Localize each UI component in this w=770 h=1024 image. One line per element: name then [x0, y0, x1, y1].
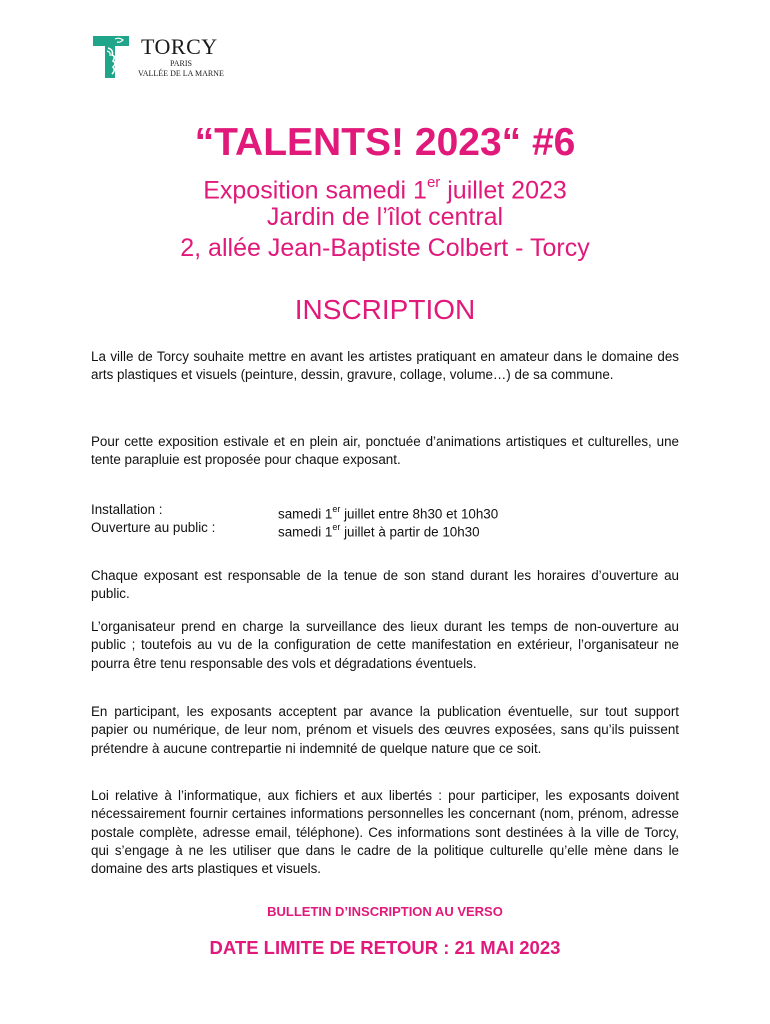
schedule-value-text: samedi 1	[278, 524, 333, 540]
schedule-value-text-end: juillet à partir de 10h30	[340, 524, 480, 540]
paragraph-intro: La ville de Torcy souhaite mettre en avant les artistes pratiquant en amateur dans le domaine des arts plastiques et visuels (peinture, dessin, gravure, collage, volume…) de sa commune.	[91, 349, 679, 383]
schedule-value-sup: er	[332, 504, 341, 514]
logo-subline-paris: PARIS	[170, 59, 192, 68]
page-title: “TALENTS! 2023“ #6	[194, 121, 576, 164]
logo-wordmark: TORCY	[141, 34, 218, 59]
logo-subline-vallee: VALLÉE DE LA MARNE	[138, 69, 224, 78]
schedule-label: Ouverture au public :	[91, 520, 216, 535]
exhibition-address: 2, allée Jean-Baptiste Colbert - Torcy	[180, 234, 590, 262]
section-heading: INSCRIPTION	[294, 294, 476, 325]
exhibition-date-text: Exposition samedi 1	[203, 176, 427, 205]
exhibition-date	[0, 170, 770, 205]
paragraph-publication: En participant, les exposants acceptent par avance la publication éventuelle, sur tout support papier ou numérique, de leur nom, prénom et visuels des œuvres exposées, sans qu’ils puissent prétendre à aucune contrepartie ni indemnité de quelque nature que ce soit.	[91, 704, 679, 756]
paragraph-tent: Pour cette exposition estivale et en plein air, ponctuée d’animations artistiques et culturelles, une tente parapluie est proposée pour chaque exposant.	[91, 434, 679, 468]
bulletin-note: BULLETIN D’INSCRIPTION AU VERSO	[267, 904, 503, 919]
schedule-value-sup: er	[332, 522, 341, 532]
torcy-logo	[93, 36, 263, 82]
schedule-value-text: samedi 1	[278, 506, 333, 522]
exhibition-date-sup: er	[426, 174, 441, 191]
paragraph-surveillance: L’organisateur prend en charge la surveillance des lieux durant les temps de non-ouverture au public ; toutefois au vu de la configuration de cette manifestation en extérieur, l’organisateur ne pourra être tenu responsable des vols et dégradations éventuels.	[91, 619, 679, 671]
torcy-emblem-icon	[93, 36, 129, 78]
schedule-label: Installation :	[91, 502, 163, 517]
schedule-value-text-end: juillet entre 8h30 et 10h30	[340, 506, 499, 522]
return-deadline: DATE LIMITE DE RETOUR : 21 MAI 2023	[209, 937, 561, 958]
paragraph-responsibility: Chaque exposant est responsable de la tenue de son stand durant les horaires d’ouverture au public.	[91, 568, 679, 602]
paragraph-data-privacy: Loi relative à l’informatique, aux fichiers et aux libertés : pour participer, les exposants doivent nécessairement fournir certaines informations personnelles les concernant (nom, prénom, adresse postale complète, adresse email, téléphone). Ces informations sont destinées à la ville de Torcy, qui s’engage à ne les utiliser que dans le cadre de la politique culturelle qu’elle mène dans le domaine des arts plastiques et visuels.	[91, 788, 679, 877]
exhibition-venue: Jardin de l’îlot central	[266, 203, 504, 231]
schedule-value	[278, 519, 480, 542]
exhibition-date-text-end: juillet 2023	[440, 176, 567, 205]
